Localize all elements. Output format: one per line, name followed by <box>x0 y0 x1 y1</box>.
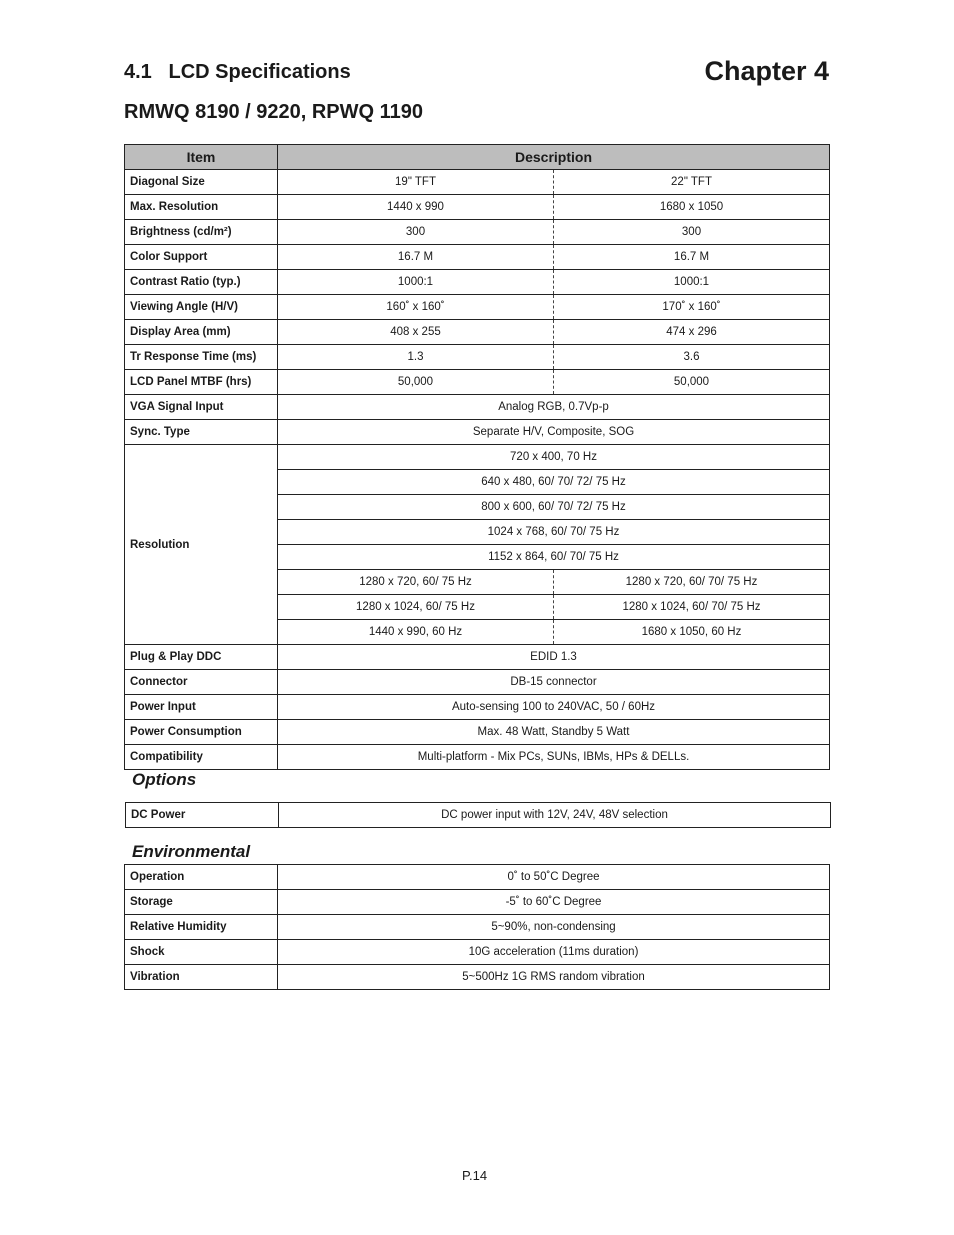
resolution-value: 1024 x 768, 60/ 70/ 75 Hz <box>278 520 830 545</box>
spec-row <box>125 395 830 420</box>
spec-value-19in: 1440 x 990 <box>278 195 554 220</box>
spec-value-22in: 50,000 <box>554 370 830 395</box>
spec-row <box>125 745 830 770</box>
spec-item-label: Tr Response Time (ms) <box>125 345 278 370</box>
spec-row <box>125 370 830 395</box>
resolution-value-19in: 1280 x 720, 60/ 75 Hz <box>278 570 554 595</box>
spec-value-22in: 16.7 M <box>554 245 830 270</box>
environmental-item-label: Shock <box>125 940 278 965</box>
spec-row <box>125 220 830 245</box>
spec-item-label: Display Area (mm) <box>125 320 278 345</box>
spec-value-19in: 16.7 M <box>278 245 554 270</box>
environmental-item-label: Operation <box>125 865 278 890</box>
spec-value-22in: 1000:1 <box>554 270 830 295</box>
spec-item-label: Connector <box>125 670 278 695</box>
spec-item-label: Power Consumption <box>125 720 278 745</box>
spec-item-label: Diagonal Size <box>125 170 278 195</box>
spec-value-19in: 408 x 255 <box>278 320 554 345</box>
spec-item-label: Compatibility <box>125 745 278 770</box>
spec-item-label: LCD Panel MTBF (hrs) <box>125 370 278 395</box>
chapter-heading: Chapter 4 <box>704 56 829 86</box>
spec-item-label: Power Input <box>125 695 278 720</box>
spec-item-label: Max. Resolution <box>125 195 278 220</box>
spec-value-22in: 1680 x 1050 <box>554 195 830 220</box>
environmental-value: 5~500Hz 1G RMS random vibration <box>278 965 830 990</box>
environmental-value: 0˚ to 50˚C Degree <box>278 865 830 890</box>
spec-value-19in: 1000:1 <box>278 270 554 295</box>
environmental-value: 10G acceleration (11ms duration) <box>278 940 830 965</box>
model-title: RMWQ 8190 / 9220, RPWQ 1190 <box>124 101 424 123</box>
spec-value: DB-15 connector <box>278 670 830 695</box>
spec-value-19in: 160˚ x 160˚ <box>278 295 554 320</box>
environmental-item-label: Storage <box>125 890 278 915</box>
spec-value: Multi-platform - Mix PCs, SUNs, IBMs, HPs & DELLs. <box>278 745 830 770</box>
environmental-table <box>124 864 830 990</box>
environmental-item-label: Relative Humidity <box>125 915 278 940</box>
spec-row <box>125 245 830 270</box>
resolution-value-22in: 1280 x 1024, 60/ 70/ 75 Hz <box>554 595 830 620</box>
resolution-value-19in: 1280 x 1024, 60/ 75 Hz <box>278 595 554 620</box>
spec-value-22in: 300 <box>554 220 830 245</box>
spec-row <box>125 345 830 370</box>
spec-row <box>125 270 830 295</box>
spec-item-label: Plug & Play DDC <box>125 645 278 670</box>
spec-item-label: VGA Signal Input <box>125 395 278 420</box>
spec-row <box>125 295 830 320</box>
options-title: Options <box>132 770 197 789</box>
resolution-row <box>125 445 830 470</box>
item-header: Item <box>125 145 278 170</box>
spec-value-22in: 3.6 <box>554 345 830 370</box>
spec-row <box>125 320 830 345</box>
spec-value-19in: 300 <box>278 220 554 245</box>
spec-row <box>125 695 830 720</box>
resolution-value: 1152 x 864, 60/ 70/ 75 Hz <box>278 545 830 570</box>
spec-value: Separate H/V, Composite, SOG <box>278 420 830 445</box>
environmental-row <box>125 890 830 915</box>
resolution-value-22in: 1680 x 1050, 60 Hz <box>554 620 830 645</box>
environmental-item-label: Vibration <box>125 965 278 990</box>
lcd-spec-table <box>124 144 830 770</box>
environmental-title: Environmental <box>132 842 251 861</box>
spec-row <box>125 720 830 745</box>
spec-value-22in: 22" TFT <box>554 170 830 195</box>
spec-item-label: Viewing Angle (H/V) <box>125 295 278 320</box>
spec-row <box>125 420 830 445</box>
spec-value: EDID 1.3 <box>278 645 830 670</box>
spec-value: Max. 48 Watt, Standby 5 Watt <box>278 720 830 745</box>
environmental-row <box>125 940 830 965</box>
spec-row <box>125 645 830 670</box>
spec-value: Analog RGB, 0.7Vp-p <box>278 395 830 420</box>
spec-item-label: Brightness (cd/m²) <box>125 220 278 245</box>
spec-value-19in: 50,000 <box>278 370 554 395</box>
resolution-value: 800 x 600, 60/ 70/ 72/ 75 Hz <box>278 495 830 520</box>
page-number: P.14 <box>462 1168 488 1183</box>
options-table <box>125 802 831 828</box>
spec-item-label: Contrast Ratio (typ.) <box>125 270 278 295</box>
spec-value-19in: 19" TFT <box>278 170 554 195</box>
environmental-value: -5˚ to 60˚C Degree <box>278 890 830 915</box>
environmental-value: 5~90%, non-condensing <box>278 915 830 940</box>
spec-value-22in: 170˚ x 160˚ <box>554 295 830 320</box>
spec-row <box>125 670 830 695</box>
options-item-label: DC Power <box>126 803 279 828</box>
options-value: DC power input with 12V, 24V, 48V selection <box>279 803 831 828</box>
options-row <box>126 803 831 828</box>
environmental-row <box>125 865 830 890</box>
spec-item-label: Sync. Type <box>125 420 278 445</box>
resolution-value: 720 x 400, 70 Hz <box>278 445 830 470</box>
spec-value: Auto-sensing 100 to 240VAC, 50 / 60Hz <box>278 695 830 720</box>
resolution-value-22in: 1280 x 720, 60/ 70/ 75 Hz <box>554 570 830 595</box>
spec-value-22in: 474 x 296 <box>554 320 830 345</box>
section-title: 4.1 LCD Specifications <box>124 61 351 83</box>
description-header: Description <box>278 145 830 170</box>
resolution-value-19in: 1440 x 990, 60 Hz <box>278 620 554 645</box>
spec-value-19in: 1.3 <box>278 345 554 370</box>
spec-row <box>125 170 830 195</box>
resolution-label: Resolution <box>125 445 278 645</box>
spec-row <box>125 195 830 220</box>
environmental-row <box>125 965 830 990</box>
resolution-value: 640 x 480, 60/ 70/ 72/ 75 Hz <box>278 470 830 495</box>
environmental-row <box>125 915 830 940</box>
spec-item-label: Color Support <box>125 245 278 270</box>
